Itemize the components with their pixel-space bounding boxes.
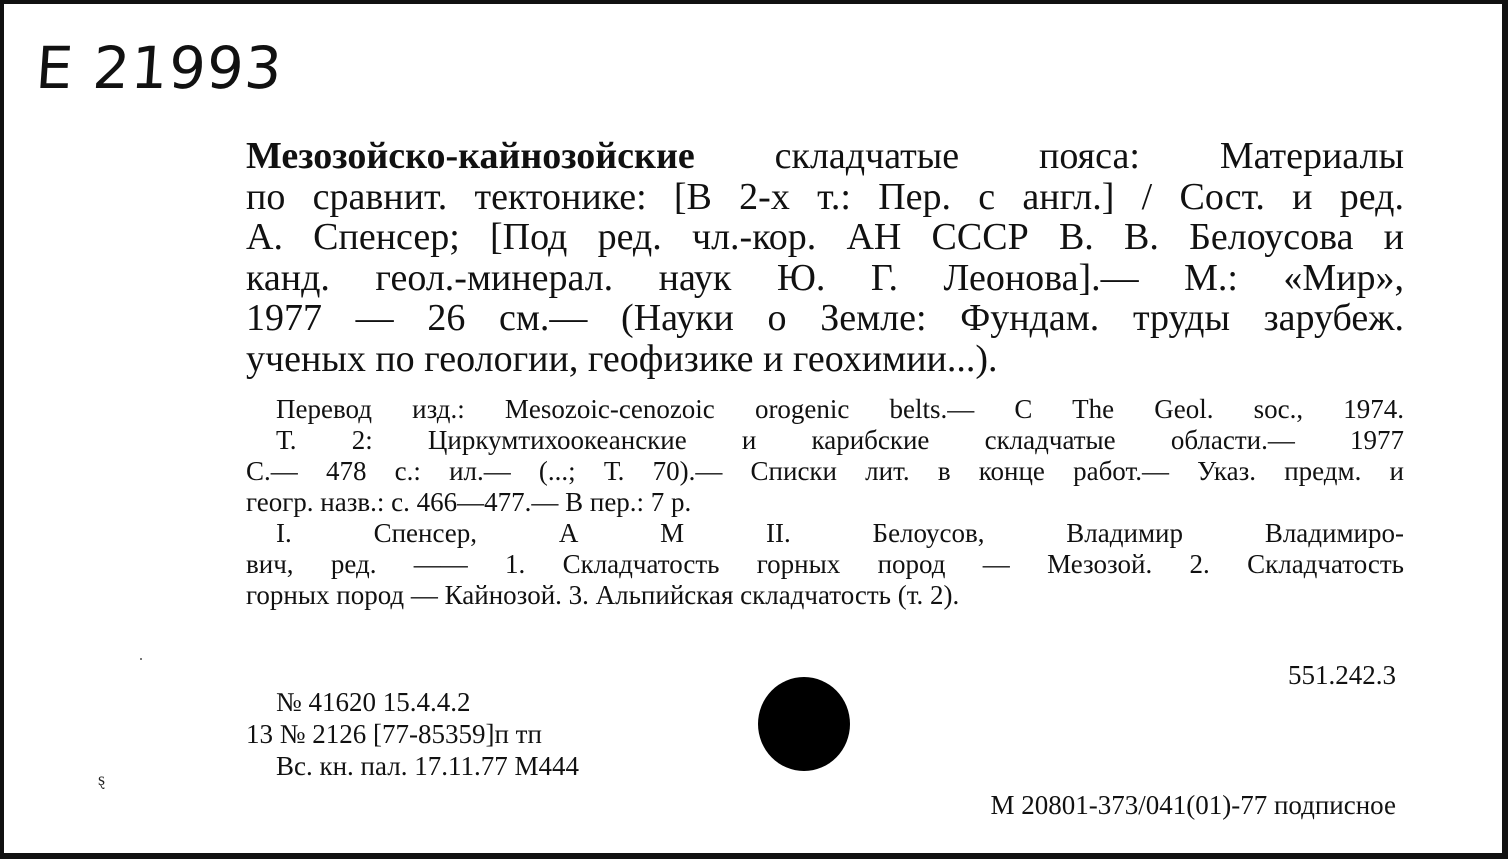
main-line-3: А. Спенсер; [Под ред. чл.-кор. АН СССР В. В. Белоусова и <box>246 216 1404 258</box>
main-bibliographic-entry <box>246 136 1404 379</box>
small-margin-mark: ȿ <box>98 769 106 789</box>
main-line-2: по сравнит. тектонике: [В 2-х т.: Пер. с англ.] / Сост. и ред. <box>246 175 1404 218</box>
record-line-3: Вс. кн. пал. 17.11.77 М444 <box>276 751 579 781</box>
main-line-6: ученых по геологии, геофизике и геохимии...). <box>246 337 998 380</box>
paper-speck <box>140 658 142 660</box>
note-line-7: горных пород — Кайнозой. 3. Альпийская складчатость (т. 2). <box>246 580 960 610</box>
card-punch-hole <box>758 677 850 771</box>
note-line-5: I. Спенсер, А М II. Белоусов, Владимир Владимиро- <box>276 518 1404 548</box>
record-info <box>246 686 579 782</box>
note-line-3: С.— 478 с.: ил.— (...; Т. 70).— Списки лит. в конце работ.— Указ. предм. и <box>246 456 1404 486</box>
main-line-1 <box>246 136 1404 177</box>
main-line-4: канд. геол.-минерал. наук Ю. Г. Леонова].— М.: «Мир», <box>246 256 1404 299</box>
record-line-1: № 41620 15.4.4.2 <box>276 687 471 717</box>
note-line-1: Перевод изд.: Mesozoic-cenozoic orogenic belts.— C The Geol. soc., 1974. <box>276 394 1404 424</box>
main-line-5: 1977 — 26 см.— (Науки о Земле: Фундам. труды зарубеж. <box>246 297 1404 339</box>
publisher-code: М 20801-373/041(01)-77 подписное <box>990 790 1396 820</box>
title-bold: Мезозойско-кайнозойские <box>246 135 695 177</box>
shelfmark-handwritten: Е 21993 <box>33 34 285 102</box>
main-line-1-rest: складчатые пояса: Материалы <box>694 135 1404 177</box>
note-line-4: геогр. назв.: с. 466—477.— В пер.: 7 р. <box>246 487 692 517</box>
note-line-2: Т. 2: Циркумтихоокеанские и карибские складчатые области.— 1977 <box>276 425 1404 455</box>
udc-code: 551.242.3 <box>1288 660 1396 690</box>
record-line-2: 13 № 2126 [77-85359]п тп <box>246 719 542 749</box>
note-line-6: вич, ред. —— 1. Складчатость горных пород — Мезозой. 2. Складчатость <box>246 549 1404 579</box>
notes-section <box>246 394 1404 611</box>
